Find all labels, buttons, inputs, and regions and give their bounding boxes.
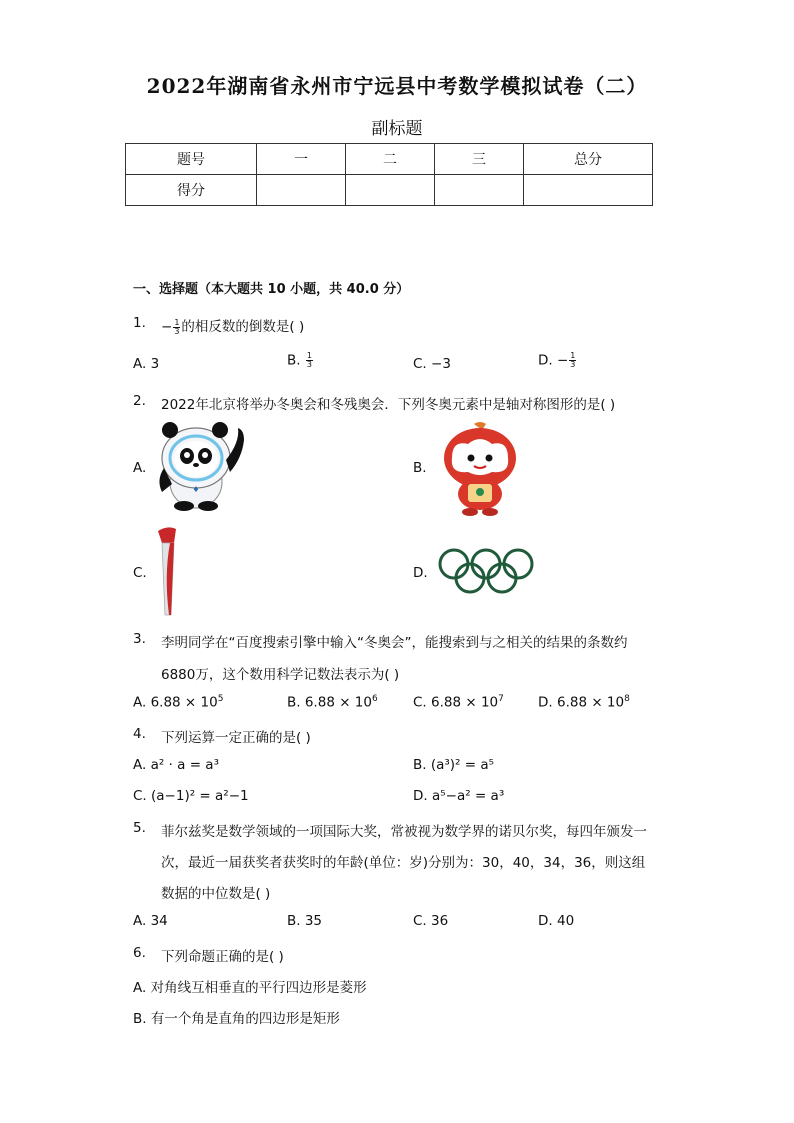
table-row bbox=[126, 175, 653, 206]
fraction: $\frac{1}{3}$ bbox=[570, 351, 576, 369]
question-5 bbox=[133, 820, 647, 840]
question-text: 菲尔兹奖是数学领域的一项国际大奖，常被视为数学界的诺贝尔奖，每四年颁发一 bbox=[161, 824, 647, 840]
option-b[interactable]: B. 有一个角是直角的四边形是矩形 bbox=[133, 1011, 340, 1027]
question-4 bbox=[133, 726, 311, 746]
page-title: 2022年湖南省永州市宁远县中考数学模拟试卷（二） bbox=[146, 74, 648, 98]
panda-mascot-image bbox=[154, 420, 250, 512]
table-cell: 总分 bbox=[524, 144, 653, 175]
question-text: 次，最近一届获奖者获奖时的年龄(单位：岁)分别为：30，40，34，36，则这组 bbox=[161, 855, 646, 871]
option-c[interactable]: C. 36 bbox=[413, 913, 449, 929]
table-cell bbox=[435, 175, 524, 206]
question-number: 2. bbox=[133, 393, 146, 409]
section-heading: 一、选择题（本大题共 10 小题，共 40.0 分） bbox=[133, 282, 410, 297]
option-b[interactable]: B. $6.88 \times 10^6$ bbox=[287, 694, 378, 711]
table-cell: 二 bbox=[346, 144, 435, 175]
table-cell bbox=[257, 175, 346, 206]
option-c[interactable]: C. $6.88 \times 10^7$ bbox=[413, 694, 504, 711]
option-a[interactable]: A. 3 bbox=[133, 356, 160, 372]
torch-image bbox=[152, 525, 184, 619]
page-subtitle: 副标题 bbox=[371, 119, 423, 139]
minus-sign: − bbox=[161, 319, 173, 335]
option-d[interactable]: D. 40 bbox=[538, 913, 575, 929]
question-number: 4. bbox=[133, 726, 146, 742]
option-b[interactable]: B. bbox=[413, 460, 427, 476]
question-text: 李明同学在“百度搜索引擎中输入“冬奥会”，能搜索到与之相关的结果的条数约 bbox=[161, 635, 628, 651]
option-c[interactable]: C. −3 bbox=[413, 356, 451, 372]
question-number: 3. bbox=[133, 631, 146, 647]
option-a[interactable]: A. $6.88 \times 10^5$ bbox=[133, 694, 224, 711]
option-c[interactable]: C. bbox=[133, 565, 147, 581]
option-a[interactable]: A. 对角线互相垂直的平行四边形是菱形 bbox=[133, 980, 367, 996]
option-a[interactable]: A. bbox=[133, 460, 147, 476]
option-a[interactable]: A. a² · a = a³ bbox=[133, 757, 219, 773]
table-row bbox=[126, 144, 653, 175]
option-d[interactable]: D. $6.88 \times 10^8$ bbox=[538, 694, 630, 711]
question-text: 的相反数的倒数是( ) bbox=[181, 319, 305, 335]
question-2 bbox=[133, 393, 616, 413]
option-b[interactable]: B. $\frac{1}{3}$ bbox=[287, 351, 312, 369]
question-3 bbox=[133, 631, 628, 651]
table-cell: 一 bbox=[257, 144, 346, 175]
table-cell bbox=[346, 175, 435, 206]
question-6 bbox=[133, 945, 284, 965]
lantern-mascot-image bbox=[438, 420, 522, 516]
table-cell bbox=[524, 175, 653, 206]
table-cell: 三 bbox=[435, 144, 524, 175]
svg-text:♦: ♦ bbox=[192, 485, 200, 494]
question-number: 1. bbox=[133, 315, 146, 331]
question-text: 2022年北京将举办冬奥会和冬残奥会．下列冬奥元素中是轴对称图形的是( ) bbox=[161, 397, 616, 413]
option-a[interactable]: A. 34 bbox=[133, 913, 168, 929]
option-d[interactable]: D. bbox=[413, 565, 428, 581]
fraction: $\frac{1}{3}$ bbox=[174, 317, 180, 336]
option-d[interactable]: D. a⁵−a² = a³ bbox=[413, 788, 505, 804]
option-c[interactable]: C. (a−1)² = a²−1 bbox=[133, 788, 249, 804]
table-cell: 得分 bbox=[126, 175, 257, 206]
question-number: 5. bbox=[133, 820, 146, 836]
option-d[interactable]: D. − $\frac{1}{3}$ bbox=[538, 351, 576, 369]
question-text: 下列运算一定正确的是( ) bbox=[161, 730, 311, 746]
option-b[interactable]: B. (a³)² = a⁵ bbox=[413, 757, 495, 773]
table-cell: 题号 bbox=[126, 144, 257, 175]
question-1 bbox=[133, 315, 305, 336]
question-text: 下列命题正确的是( ) bbox=[161, 949, 284, 965]
option-b[interactable]: B. 35 bbox=[287, 913, 323, 929]
question-number: 6. bbox=[133, 945, 146, 961]
score-table bbox=[125, 143, 653, 206]
olympic-rings-image bbox=[436, 548, 536, 596]
question-text: 6880万，这个数用科学记数法表示为( ) bbox=[161, 667, 400, 683]
fraction: $\frac{1}{3}$ bbox=[306, 351, 312, 369]
question-text: 数据的中位数是( ) bbox=[161, 886, 271, 902]
